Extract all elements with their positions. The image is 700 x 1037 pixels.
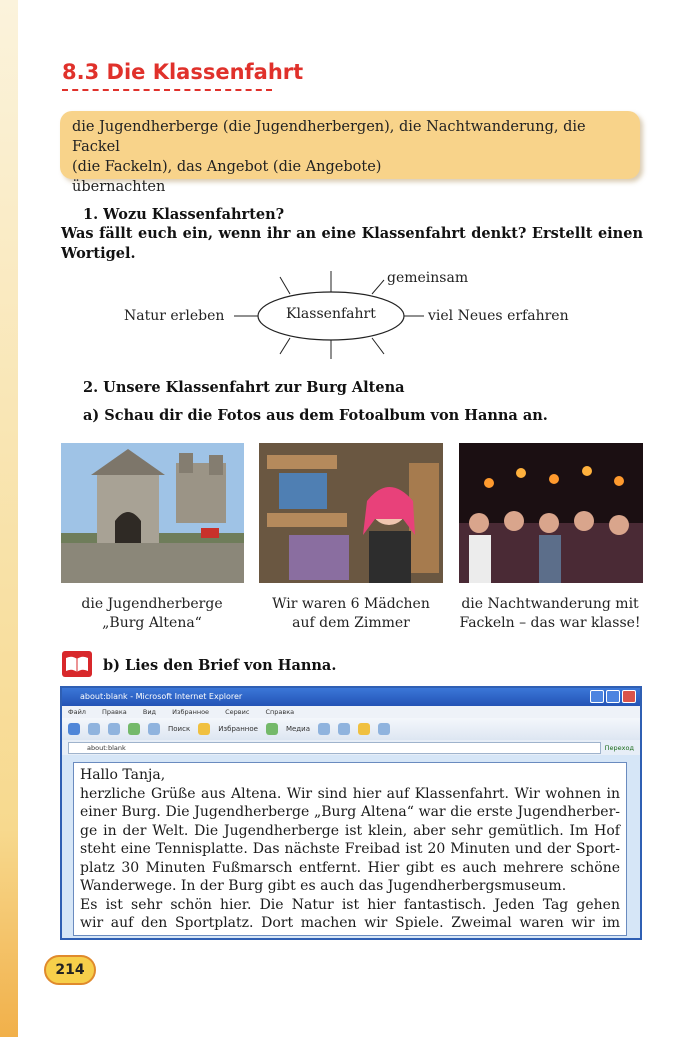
photo-caption [57,595,247,633]
media-icon[interactable] [266,723,278,735]
vocabulary-box [60,111,640,195]
back-icon[interactable] [68,723,80,735]
refresh-icon[interactable] [128,723,140,735]
menu-item[interactable]: Сервис [225,708,250,716]
forward-icon[interactable] [88,723,100,735]
folder-icon[interactable] [358,723,370,735]
caption-line: Wir waren 6 Mädchen [272,596,430,612]
task-1-text: Was fällt euch ein, wenn ihr an eine Klassenfahrt denkt? Erstellt einen Wortigel. [61,225,643,262]
letter-text-area [73,762,627,936]
letter-line: steht eine Tennisplatte. Das nächste Freibad ist 20 Minuten und der Sport- [80,841,620,857]
photo-night-walk [459,443,643,583]
stop-icon[interactable] [108,723,120,735]
caption-line: die Nachtwanderung mit [461,596,639,612]
history-icon[interactable] [318,723,330,735]
letter-line: ge in der Welt. Die Jugendherberge ist klein, aber sehr gemütlich. Im Hof [80,822,620,839]
address-bar [62,740,640,755]
browser-toolbar [62,718,640,740]
open-book-icon [62,651,92,677]
home-icon[interactable] [148,723,160,735]
vocab-line: übernachten [72,179,166,195]
menu-item[interactable]: Правка [102,708,127,716]
letter-line: platz 30 Minuten Fußmarsch entfernt. Hier gibt es auch mehrere schöne [80,859,620,876]
search-button[interactable]: Поиск [168,725,191,733]
favorites-button[interactable]: Избранное [218,725,258,733]
browser-title: about:blank - Microsoft Internet Explorer [80,692,243,701]
photo-caption [452,595,648,633]
hedgehog-spike [372,338,384,354]
photo-castle [61,443,244,583]
media-button[interactable]: Медиа [285,725,310,733]
task-2b-instruction: b) Lies den Brief von Hanna. [103,657,337,674]
photo-caption [256,595,446,633]
browser-title-bar [62,688,640,706]
letter-line: einer Burg. Die Jugendherberge „Burg Altena“ war die erste Jugendherber- [80,804,620,820]
title-underline [62,89,272,91]
hedgehog-spike [280,338,290,354]
mail-icon[interactable] [338,723,350,735]
letter-line: Hallo Tanja, [80,767,166,783]
letter-line: Es ist sehr schön hier. Die Natur ist hier fantastisch. Jeden Tag gehen [80,896,620,913]
print-icon[interactable] [378,723,390,735]
menu-item[interactable]: Файл [68,708,86,716]
section-title: 8.3 Die Klassenfahrt [62,60,304,84]
browser-window [60,686,642,940]
hedgehog-spike [372,280,384,294]
task-1-heading: 1. Wozu Klassenfahrten? [83,206,285,223]
caption-line: „Burg Altena“ [102,615,202,631]
menu-item[interactable]: Справка [265,708,295,716]
maximize-button[interactable] [606,690,620,703]
hedgehog-word: gemeinsam [387,270,469,286]
hedgehog-center-word: Klassenfahrt [286,306,376,322]
letter-line: wir auf den Sportplatz. Dort machen wir Spiele. Zweimal waren wir im [80,915,620,931]
hedgehog-word: viel Neues erfahren [428,308,569,324]
close-button[interactable] [622,690,636,703]
vocab-line: (die Fackeln), das Angebot (die Angebote) [72,159,382,175]
hedgehog-word: Natur erleben [124,308,225,324]
hedgehog-spike [280,277,290,294]
letter-line: herzliche Grüße aus Altena. Wir sind hier auf Klassenfahrt. Wir wohnen in [80,785,620,802]
task-2a-instruction: a) Schau dir die Fotos aus dem Fotoalbum von Hanna an. [83,407,548,424]
menu-item[interactable]: Избранное [172,708,210,716]
favorites-icon[interactable] [198,723,210,735]
task-2-heading: 2. Unsere Klassenfahrt zur Burg Altena [83,379,405,396]
caption-line: die Jugendherberge [81,596,223,612]
page-edge-decoration [0,0,18,1037]
caption-line: Fackeln – das war klasse! [459,615,641,631]
minimize-button[interactable] [590,690,604,703]
menu-item[interactable]: Вид [142,708,157,716]
page-number: 214 [44,955,96,985]
photo-dorm-room [259,443,443,583]
go-button[interactable]: Переход [604,743,634,752]
vocab-line: die Jugendherberge (die Jugendherbergen), die Nachtwanderung, die Fackel [72,119,586,155]
menu-bar [62,706,640,718]
letter-line: Wanderwege. In der Burg gibt es auch das Jugendherbergsmuseum. [80,878,567,894]
caption-line: auf dem Zimmer [292,615,410,631]
address-input[interactable]: about:blank [68,742,601,754]
